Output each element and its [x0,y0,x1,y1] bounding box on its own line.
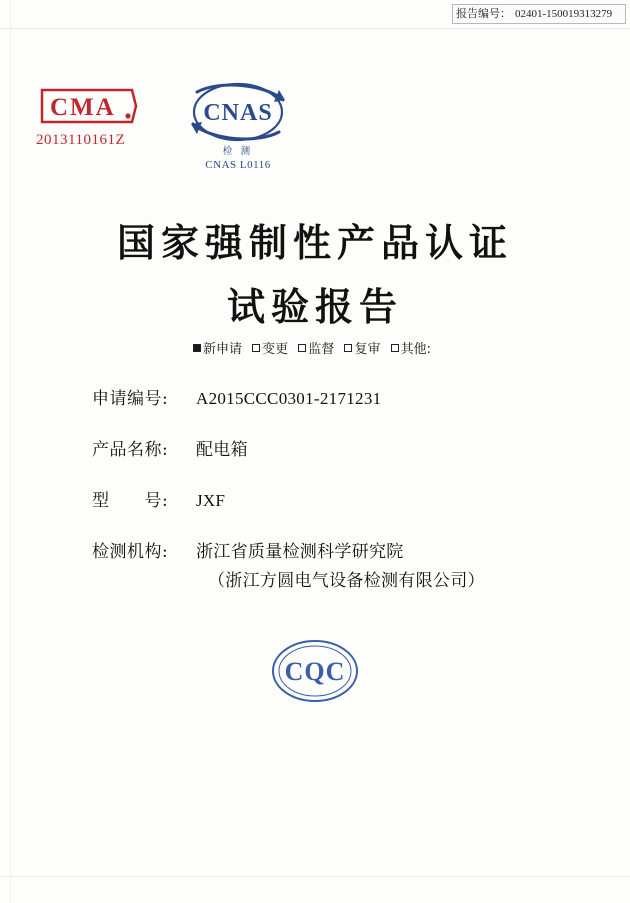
field-model [92,490,552,513]
cnas-logo-block [178,78,298,171]
field-product-name [92,439,552,462]
page-left-edge [10,0,11,903]
cma-logo-block [36,86,166,149]
field-value: JXF [196,490,226,510]
option-other[interactable] [391,342,431,357]
option-change[interactable] [252,342,288,357]
checkbox-change[interactable] [252,344,260,352]
field-value: A2015CCC0301-2171231 [196,389,382,408]
document-title-line2: 试验报告 [226,284,403,329]
page-bottom-rule [0,876,630,877]
cma-code: 2013110161Z [36,132,126,148]
svg-text:CQC: CQC [284,657,346,686]
field-value-group [196,541,485,593]
checkbox-other[interactable] [391,344,399,352]
field-label: 检测机构: [92,541,169,562]
report-fields [92,388,552,621]
application-type-options [0,338,630,357]
cqc-logo [270,638,360,704]
report-number-label: 报告编号： [456,8,511,20]
field-testing-organization [92,541,552,593]
report-number-value: 02401-150019313279 [515,8,613,20]
field-value: 浙江省质量检测科学研究院 [196,541,404,562]
option-supervision[interactable] [298,342,334,357]
option-new-application[interactable] [193,342,242,357]
report-number-box [452,4,626,24]
option-review[interactable] [344,342,380,357]
option-label: 变更 [262,342,289,357]
field-application-number [92,388,552,411]
field-label: 申请编号: [92,389,169,409]
svg-text:CNAS: CNAS [203,100,273,126]
field-label: 产品名称: [92,439,169,460]
cnas-code: CNAS L0116 [205,159,271,171]
option-label: 复审 [354,342,381,357]
field-value: 配电箱 [196,439,248,460]
option-label: 监督 [308,342,335,357]
cma-icon [36,86,142,126]
cnas-subtitle: 检 测 [222,147,254,157]
option-label: 新申请 [202,342,242,357]
checkbox-new-application[interactable] [193,344,201,352]
checkbox-supervision[interactable] [298,344,306,352]
field-value-secondary: （浙江方圆电气设备检测有限公司） [208,570,485,591]
field-label: 型 号: [92,490,169,511]
option-label: 其他: [400,342,431,357]
document-title-line1: 国家强制性产品认证 [116,220,513,265]
page-top-rule [0,28,630,29]
svg-text:CMA: CMA [50,94,116,121]
checkbox-review[interactable] [344,344,352,352]
